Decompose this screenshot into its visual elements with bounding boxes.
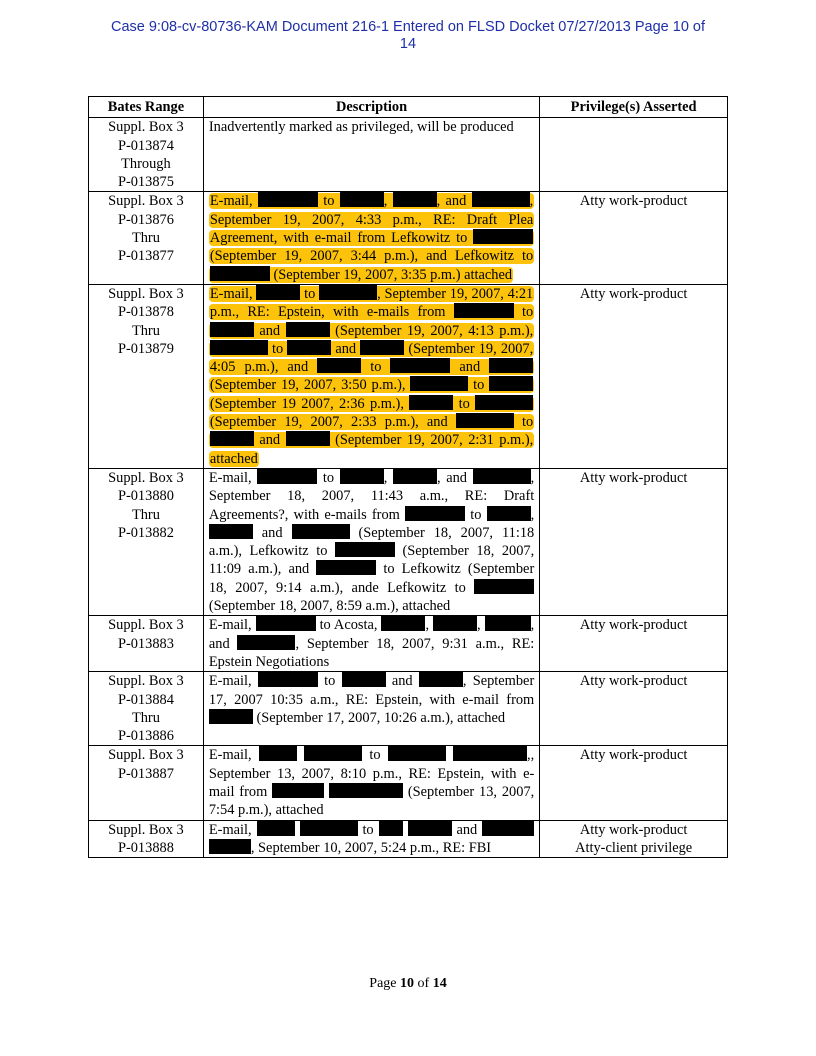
description-cell xyxy=(203,746,539,820)
privilege-cell xyxy=(540,284,728,468)
redaction-box xyxy=(405,506,465,521)
highlight xyxy=(209,286,534,467)
description-text: , September 19, 2007, 4:33 p.m., RE: Draft Plea Agreement, with e-mail from Lefkowitz to xyxy=(209,193,534,247)
description-text: E-mail, xyxy=(208,617,252,634)
redaction-box xyxy=(286,322,330,337)
table-row xyxy=(89,672,728,746)
privilege-log-table xyxy=(88,96,728,858)
bates-line: Suppl. Box 3 xyxy=(108,285,184,302)
privilege-cell xyxy=(540,616,728,672)
column-header-description: Description xyxy=(203,97,539,118)
description-text: , September 18, 2007, 11:43 a.m., RE: Draft Agreements?, with e-mails from xyxy=(208,469,535,523)
description-cell xyxy=(203,820,539,858)
bates-line: P-013874 xyxy=(117,137,174,154)
description-text: E-mail, xyxy=(208,469,252,486)
description-text: to xyxy=(522,304,534,321)
redaction-box xyxy=(259,746,297,761)
bates-range-cell xyxy=(89,672,204,746)
redaction-box xyxy=(257,821,295,836)
privilege-text: Atty work-product xyxy=(579,673,688,690)
redaction-box xyxy=(316,560,376,575)
privilege-cell xyxy=(540,672,728,746)
description-cell xyxy=(203,468,539,615)
description-cell xyxy=(203,118,539,192)
bates-line: P-013877 xyxy=(117,248,174,265)
bates-line: P-013875 xyxy=(117,174,174,191)
redaction-box xyxy=(209,524,253,539)
bates-line: P-013888 xyxy=(117,839,174,856)
description-text: (September 18, 2007, 11:18 a.m.), Lefkowitz to xyxy=(208,524,535,560)
description-text: (September 19, 2007, 3:50 p.m.), xyxy=(209,377,406,394)
redaction-box xyxy=(317,358,361,373)
description-text: , xyxy=(527,747,531,764)
description-text: , xyxy=(383,193,388,210)
description-text: (September 17, 2007, 10:26 a.m.), attached xyxy=(256,709,506,726)
redaction-box xyxy=(300,821,358,836)
table-row xyxy=(89,284,728,468)
redaction-box xyxy=(419,672,463,687)
privilege-text: Atty-client privilege xyxy=(575,839,693,856)
description-text: and xyxy=(259,432,281,449)
redaction-box xyxy=(453,746,527,761)
docket-header xyxy=(0,19,816,53)
description-text: , September 19, 2007, 4:21 p.m., RE: Epstein, with e-mails from xyxy=(209,285,534,321)
bates-line: Thru xyxy=(131,506,160,523)
bates-range-cell xyxy=(89,820,204,858)
description-text: to Acosta, xyxy=(319,617,378,634)
redaction-box xyxy=(335,542,395,557)
description-text: (September 19, 2007, 2:33 p.m.), and xyxy=(209,414,448,431)
redaction-box xyxy=(489,358,533,373)
table-row xyxy=(89,192,728,284)
redaction-box xyxy=(489,376,533,391)
redaction-box xyxy=(258,672,318,687)
bates-range-cell xyxy=(89,192,204,284)
privilege-cell xyxy=(540,192,728,284)
column-header-bates: Bates Range xyxy=(89,97,204,118)
footer-text: of xyxy=(414,976,433,991)
description-text: (September 19, 2007, 3:44 p.m.), and Lefkowitz to xyxy=(209,248,534,265)
description-text: to xyxy=(369,747,381,764)
redaction-box xyxy=(474,579,534,594)
description-text: , xyxy=(383,469,388,486)
bates-line: P-013878 xyxy=(117,304,174,321)
description-text: E-mail, xyxy=(208,673,252,690)
redaction-box xyxy=(408,821,452,836)
description-text: , xyxy=(530,506,535,523)
description-text: to xyxy=(304,285,316,302)
description-text: (September 13, 2007, 7:54 p.m.), attached xyxy=(208,783,535,819)
page-footer xyxy=(0,976,816,992)
page-total: 14 xyxy=(432,976,447,991)
privilege-text: Atty work-product xyxy=(579,285,688,302)
description-text: to xyxy=(470,506,482,523)
bates-line: P-013884 xyxy=(117,691,174,708)
description-text: (September 19, 2007, 4:05 p.m.), and xyxy=(209,340,534,376)
description-text: and xyxy=(391,673,413,690)
bates-line: Thru xyxy=(131,230,160,247)
privilege-cell xyxy=(540,746,728,820)
page-number: 10 xyxy=(400,976,415,991)
redaction-box xyxy=(390,358,450,373)
redaction-box xyxy=(286,431,330,446)
description-text: (September 19, 2007, 4:13 p.m.), xyxy=(335,322,534,339)
redaction-box xyxy=(393,192,437,207)
table-row xyxy=(89,118,728,192)
description-text: E-mail, xyxy=(209,285,253,302)
redaction-box xyxy=(237,635,295,650)
table-header-row xyxy=(89,97,728,118)
redaction-box xyxy=(473,469,531,484)
description-text: Inadvertently marked as privileged, will be produced xyxy=(208,119,514,136)
redaction-box xyxy=(329,783,403,798)
redaction-box xyxy=(287,340,331,355)
table-row xyxy=(89,468,728,615)
description-text: and xyxy=(259,322,281,339)
bates-range-cell xyxy=(89,746,204,820)
redaction-box xyxy=(210,322,254,337)
redaction-box xyxy=(257,469,317,484)
bates-line: P-013876 xyxy=(117,211,174,228)
redaction-box xyxy=(209,709,253,724)
redaction-box xyxy=(433,616,477,631)
redaction-box xyxy=(210,431,254,446)
redaction-box xyxy=(342,672,386,687)
bates-line: P-013882 xyxy=(117,524,174,541)
bates-range-cell xyxy=(89,118,204,192)
privilege-text: Atty work-product xyxy=(579,617,688,634)
highlight xyxy=(209,193,534,282)
redaction-box xyxy=(410,376,468,391)
bates-line: Suppl. Box 3 xyxy=(108,469,184,486)
description-text: E-mail, xyxy=(208,747,252,764)
bates-line: P-013883 xyxy=(117,635,174,652)
privilege-text: Atty work-product xyxy=(579,747,688,764)
bates-range-cell xyxy=(89,284,204,468)
redaction-box xyxy=(409,395,453,410)
description-text: to xyxy=(322,469,335,486)
redaction-box xyxy=(454,303,514,318)
table-row xyxy=(89,820,728,858)
column-header-privilege: Privilege(s) Asserted xyxy=(540,97,728,118)
redaction-box xyxy=(456,413,514,428)
description-cell xyxy=(203,192,539,284)
description-text: E-mail, xyxy=(208,821,252,838)
docket-header-line2: 14 xyxy=(399,36,417,52)
description-text: , September 13, 2007, 8:10 p.m., RE: Epstein, with e-mail from xyxy=(208,747,535,800)
redaction-box xyxy=(209,839,251,854)
description-cell xyxy=(203,616,539,672)
footer-text: Page xyxy=(369,976,401,991)
description-cell xyxy=(203,672,539,746)
description-text: (September 19 2007, 2:36 p.m.), xyxy=(209,395,404,412)
description-text: , September 10, 2007, 5:24 p.m., RE: FBI xyxy=(250,839,492,856)
bates-line: Suppl. Box 3 xyxy=(108,821,184,838)
redaction-box xyxy=(256,285,300,300)
description-text: and xyxy=(459,359,481,376)
bates-line: Suppl. Box 3 xyxy=(108,747,184,764)
redaction-box xyxy=(272,783,324,798)
privilege-cell xyxy=(540,820,728,858)
description-text: to xyxy=(458,395,470,412)
bates-range-cell xyxy=(89,616,204,672)
table-row xyxy=(89,616,728,672)
description-text: to xyxy=(473,377,485,394)
redaction-box xyxy=(210,266,270,281)
bates-line: Suppl. Box 3 xyxy=(108,673,184,690)
bates-line: Suppl. Box 3 xyxy=(108,119,184,136)
description-text: to xyxy=(271,340,284,357)
description-text: E-mail, xyxy=(209,193,253,210)
description-text: (September 18, 2007, 11:09 a.m.), and xyxy=(208,543,535,578)
redaction-box xyxy=(472,192,530,207)
redaction-box xyxy=(256,616,316,631)
redaction-box xyxy=(388,746,446,761)
description-text: and xyxy=(456,821,478,838)
description-text: and xyxy=(261,524,283,541)
bates-line: Suppl. Box 3 xyxy=(108,617,184,634)
description-text: (September 18, 2007, 8:59 a.m.), attached xyxy=(208,598,451,615)
bates-line: Thru xyxy=(131,322,160,339)
bates-range-cell xyxy=(89,468,204,615)
description-cell xyxy=(203,284,539,468)
bates-line: P-013880 xyxy=(117,488,174,505)
redaction-box xyxy=(485,616,531,631)
privilege-cell xyxy=(540,468,728,615)
redaction-box xyxy=(340,469,384,484)
description-text: , xyxy=(425,617,430,634)
redaction-box xyxy=(292,524,350,539)
bates-line: P-013879 xyxy=(117,340,174,357)
description-text: to xyxy=(323,193,335,210)
bates-line: Through xyxy=(121,155,171,172)
redaction-box xyxy=(340,192,384,207)
redaction-box xyxy=(360,340,404,355)
redaction-box xyxy=(482,821,534,836)
redaction-box xyxy=(379,821,403,836)
redaction-box xyxy=(393,469,437,484)
bates-line: P-013886 xyxy=(117,728,174,745)
privilege-text: Atty work-product xyxy=(579,469,688,486)
redaction-box xyxy=(258,192,318,207)
privilege-text: Atty work-product xyxy=(579,821,688,838)
description-text: to xyxy=(362,821,374,838)
description-text: and xyxy=(335,340,357,357)
description-text: to xyxy=(370,359,382,376)
description-text: , and xyxy=(208,617,535,652)
description-text: to Lefkowitz (September 18, 2007, 9:14 a.m.), ande Lefkowitz to xyxy=(208,561,535,596)
bates-line: P-013887 xyxy=(117,765,174,782)
description-text: to xyxy=(522,414,534,431)
table-row xyxy=(89,746,728,820)
bates-line: Suppl. Box 3 xyxy=(108,193,184,210)
docket-header-line1: Case 9:08-cv-80736-KAM Document 216-1 Entered on FLSD Docket 07/27/2013 Page 10 of xyxy=(110,19,706,35)
description-text: , and xyxy=(436,193,467,210)
description-text: , and xyxy=(437,469,468,486)
description-text: , xyxy=(477,617,481,634)
redaction-box xyxy=(210,340,268,355)
description-text: , September 18, 2007, 9:31 a.m., RE: Epstein Negotiations xyxy=(208,635,535,670)
description-text: (September 19, 2007, 2:31 p.m.), attached xyxy=(209,432,534,467)
description-text: to xyxy=(324,673,336,690)
redaction-box xyxy=(381,616,425,631)
redaction-box xyxy=(473,229,533,244)
redaction-box xyxy=(319,285,377,300)
privilege-cell xyxy=(540,118,728,192)
bates-line: Thru xyxy=(131,709,160,726)
description-text: (September 19, 2007, 3:35 p.m.) attached xyxy=(273,266,513,283)
description-text: , September 17, 2007 10:35 a.m., RE: Epstein, with e-mail from xyxy=(208,673,535,708)
redaction-box xyxy=(304,746,362,761)
redaction-box xyxy=(487,506,531,521)
privilege-text: Atty work-product xyxy=(579,193,688,210)
redaction-box xyxy=(475,395,533,410)
